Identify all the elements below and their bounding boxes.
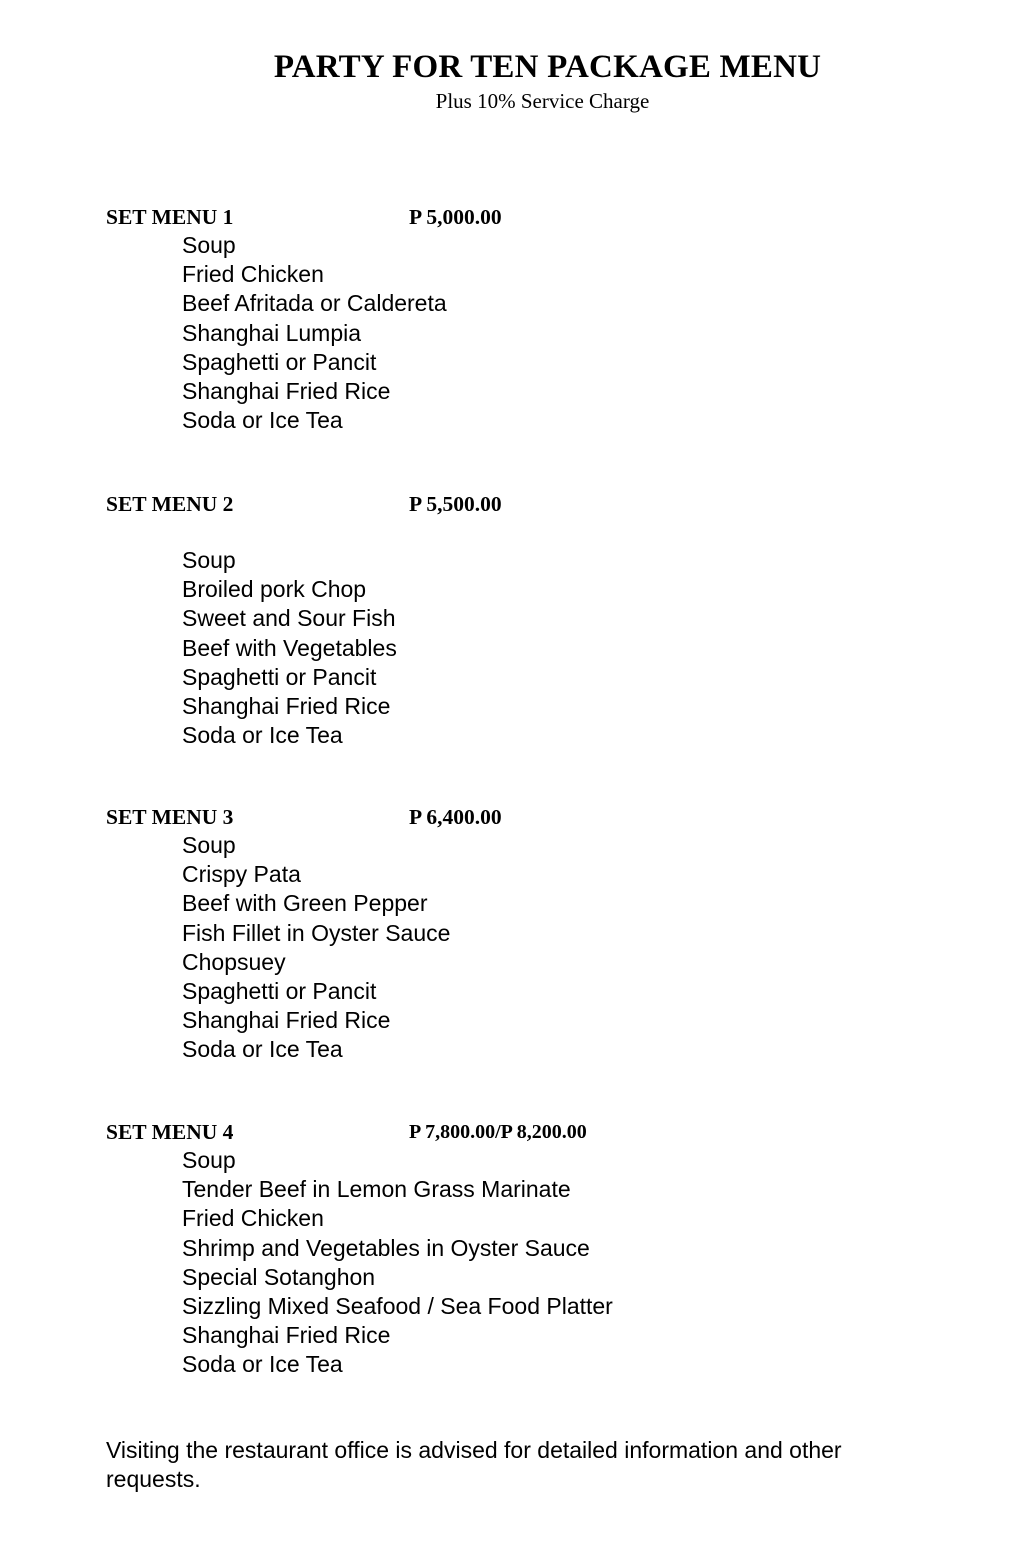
dish-item: Spaghetti or Pancit bbox=[182, 348, 377, 375]
set-menu-name: SET MENU 2 bbox=[106, 492, 234, 516]
dish-item: Broiled pork Chop bbox=[182, 576, 367, 603]
dish-item: Soda or Ice Tea bbox=[182, 1351, 343, 1378]
dish-item: Fish Fillet in Oyster Sauce bbox=[182, 919, 451, 946]
dish-list bbox=[106, 1146, 906, 1380]
dish-list bbox=[106, 231, 906, 435]
dish-item: Crispy Pata bbox=[182, 861, 301, 888]
set-menu-header bbox=[106, 1118, 906, 1146]
dish-item: Tender Beef in Lemon Grass Marinate bbox=[182, 1176, 571, 1203]
page-title: PARTY FOR TEN PACKAGE MENU bbox=[273, 49, 822, 85]
dish-item: Soup bbox=[182, 232, 236, 258]
service-charge-note: Plus 10% Service Charge bbox=[435, 89, 650, 113]
set-menu-price: P 5,000.00 bbox=[409, 205, 502, 229]
dish-item: Soup bbox=[182, 547, 236, 573]
set-menu-name: SET MENU 4 bbox=[106, 1120, 234, 1144]
set-menu-header bbox=[106, 203, 906, 231]
dish-item: Beef with Green Pepper bbox=[182, 890, 428, 917]
dish-item: Spaghetti or Pancit bbox=[182, 977, 377, 1004]
set-menu-header bbox=[106, 803, 906, 831]
set-menu-1 bbox=[106, 203, 906, 435]
dish-item: Sizzling Mixed Seafood / Sea Food Platter bbox=[182, 1292, 613, 1319]
set-menu-2 bbox=[106, 490, 906, 750]
dish-item: Shanghai Fried Rice bbox=[182, 1322, 391, 1349]
dish-item: Soup bbox=[182, 832, 236, 858]
dish-item: Chopsuey bbox=[182, 948, 286, 975]
set-menu-price: P 6,400.00 bbox=[409, 805, 502, 829]
dish-item: Shanghai Fried Rice bbox=[182, 1007, 391, 1034]
dish-list bbox=[106, 831, 906, 1065]
dish-item: Soup bbox=[182, 1147, 236, 1173]
dish-item: Shanghai Fried Rice bbox=[182, 377, 391, 404]
dish-item: Spaghetti or Pancit bbox=[182, 663, 377, 690]
set-menu-price: P 5,500.00 bbox=[409, 492, 502, 516]
dish-list bbox=[106, 546, 906, 750]
dish-item: Beef with Vegetables bbox=[182, 634, 397, 661]
dish-item: Shanghai Lumpia bbox=[182, 319, 362, 346]
footer-note: Visiting the restaurant office is advised for detailed information and other requests. bbox=[106, 1437, 842, 1492]
dish-item: Shrimp and Vegetables in Oyster Sauce bbox=[182, 1234, 590, 1261]
dish-item: Fried Chicken bbox=[182, 1205, 324, 1232]
dish-item: Special Sotanghon bbox=[182, 1263, 376, 1290]
set-menu-header bbox=[106, 490, 906, 518]
dish-item: Sweet and Sour Fish bbox=[182, 605, 396, 632]
set-menu-4 bbox=[106, 1118, 906, 1380]
dish-item: Shanghai Fried Rice bbox=[182, 692, 391, 719]
set-menu-price: P 7,800.00/P 8,200.00 bbox=[409, 1121, 587, 1143]
dish-item: Fried Chicken bbox=[182, 261, 324, 288]
dish-item: Soda or Ice Tea bbox=[182, 722, 343, 749]
set-menu-name: SET MENU 1 bbox=[106, 205, 234, 229]
dish-item: Soda or Ice Tea bbox=[182, 407, 343, 434]
dish-item: Beef Afritada or Caldereta bbox=[182, 290, 447, 317]
dish-item: Soda or Ice Tea bbox=[182, 1036, 343, 1063]
set-menu-name: SET MENU 3 bbox=[106, 805, 234, 829]
set-menu-3 bbox=[106, 803, 906, 1065]
